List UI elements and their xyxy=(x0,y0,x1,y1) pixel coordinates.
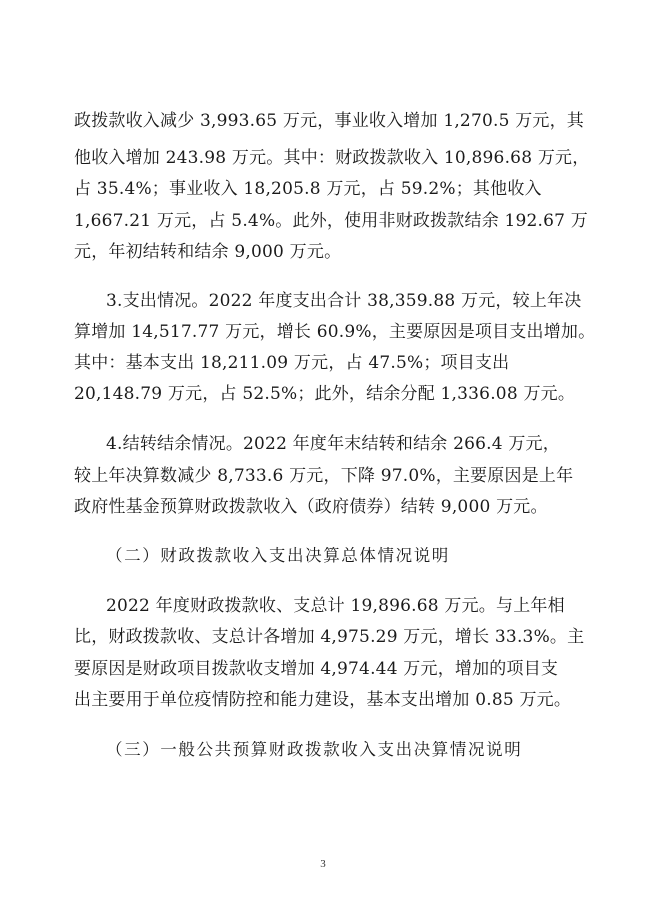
income-line-4: 1,667.21 万元，占 5.4%。此外，使用非财政拨款结余 192.67 万 xyxy=(74,211,588,231)
carryover-line-3: 政府性基金预算财政拨款收入（政府债券）结转 9,000 万元。 xyxy=(74,497,548,517)
income-line-3: 占 35.4%；事业收入 18,205.8 万元，占 59.2%；其他收入 xyxy=(74,179,542,199)
expenditure-line-3: 其中：基本支出 18,211.09 万元，占 47.5%；项目支出 xyxy=(74,353,510,373)
expenditure-line-1: 3.支出情况。2022 年度支出合计 38,359.88 万元，较上年决 xyxy=(106,291,582,311)
expenditure-line-4: 20,148.79 万元，占 52.5%；此外，结余分配 1,336.08 万元。 xyxy=(74,384,576,404)
fiscal-line-2: 比，财政拨款收、支总计各增加 4,975.29 万元，增长 33.3%。主 xyxy=(74,627,585,647)
income-line-1: 政拨款收入减少 3,993.65 万元，事业收入增加 1,270.5 万元，其 xyxy=(74,111,585,131)
fiscal-line-1: 2022 年度财政拨款收、支总计 19,896.68 万元。与上年相 xyxy=(106,596,565,616)
carryover-line-1: 4.结转结余情况。2022 年度年末结转和结余 266.4 万元， xyxy=(106,434,560,454)
carryover-line-2: 较上年决算数减少 8,733.6 万元，下降 97.0%，主要原因是上年 xyxy=(74,466,574,486)
page-number: 3 xyxy=(320,858,326,870)
section-heading-2: （二）财政拨款收入支出决算总体情况说明 xyxy=(106,546,450,565)
fiscal-line-4: 出主要用于单位疫情防控和能力建设，基本支出增加 0.85 万元。 xyxy=(74,690,572,710)
section-heading-3: （三）一般公共预算财政拨款收入支出决算情况说明 xyxy=(106,740,523,759)
fiscal-line-3: 要原因是财政项目拨款收支增加 4,974.44 万元，增加的项目支 xyxy=(74,659,559,679)
income-line-2: 他收入增加 243.98 万元。其中：财政拨款收入 10,896.68 万元， xyxy=(74,148,590,168)
expenditure-line-2: 算增加 14,517.77 万元，增长 60.9%，主要原因是项目支出增加。 xyxy=(74,322,596,342)
income-line-5: 元，年初结转和结余 9,000 万元。 xyxy=(74,242,342,262)
